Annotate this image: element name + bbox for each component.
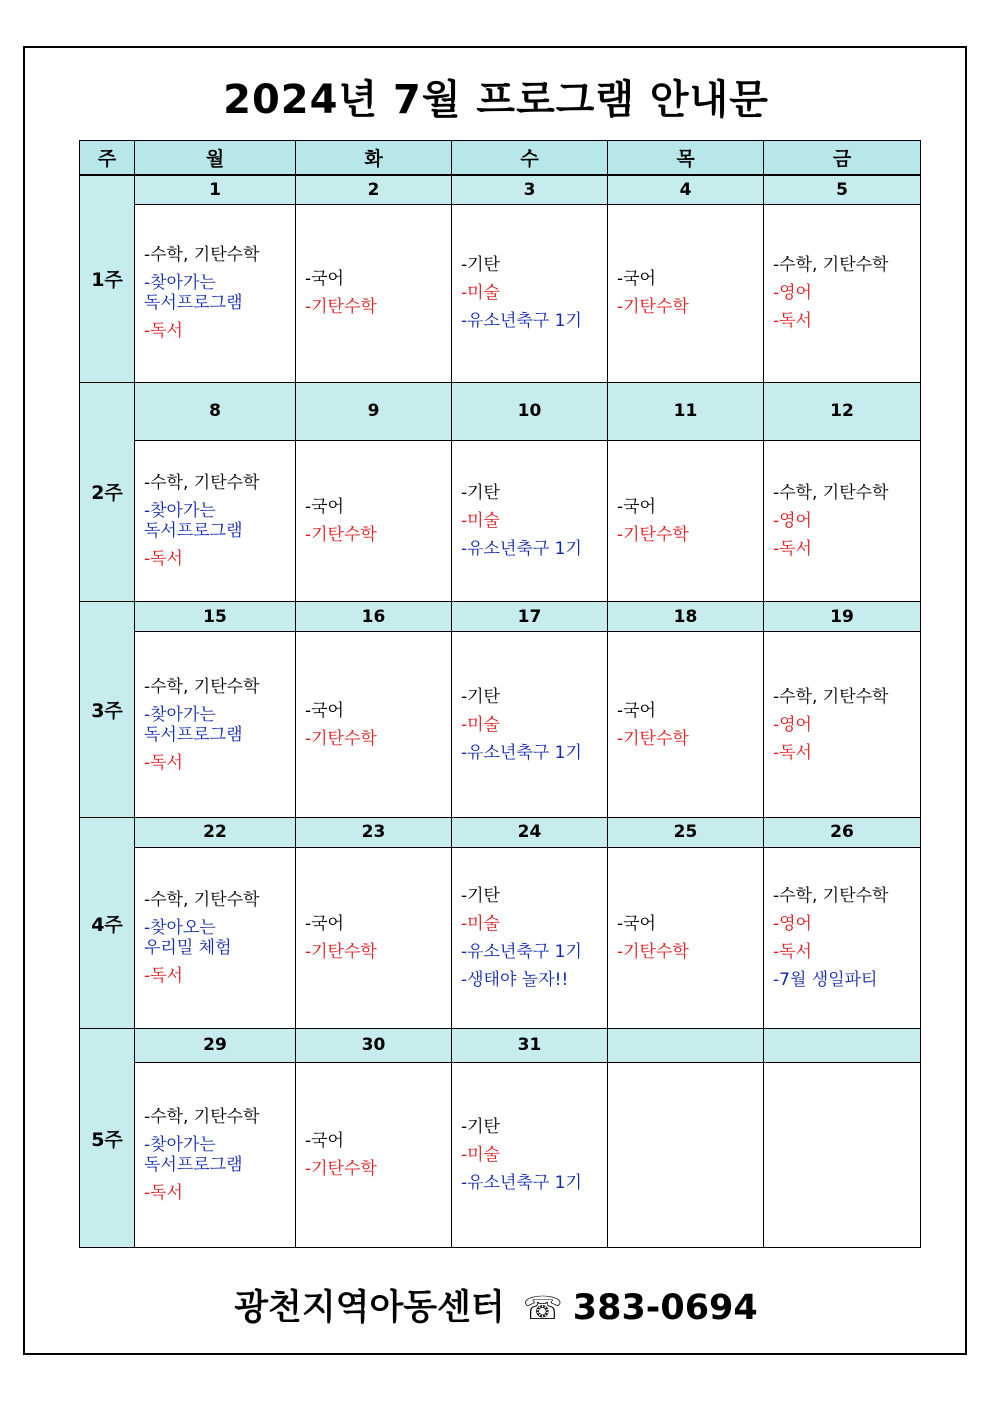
page-title: 2024년 7월 프로그램 안내문	[223, 77, 769, 123]
program-item: -수학, 기탄수학	[144, 890, 260, 911]
program-item: -수학, 기탄수학	[144, 245, 260, 266]
program-item: -영어	[773, 914, 812, 935]
program-row	[80, 632, 921, 817]
program-item: -수학, 기탄수학	[144, 473, 260, 494]
phone-number: 383-0694	[572, 1288, 758, 1328]
date-number: 16	[296, 602, 452, 632]
day-cell	[608, 632, 764, 817]
program-item: -수학, 기탄수학	[773, 483, 889, 504]
program-item: -수학, 기탄수학	[773, 886, 889, 907]
program-item: -수학, 기탄수학	[144, 1106, 260, 1127]
date-number: 29	[135, 1029, 296, 1062]
day-cell	[296, 1062, 452, 1247]
program-item: -독서	[144, 1182, 183, 1203]
week-label: 1주	[80, 175, 135, 383]
program-item: -미술	[461, 714, 500, 735]
program-item: -국어	[305, 497, 344, 518]
program-item: -영어	[773, 714, 812, 735]
date-number: 30	[296, 1029, 452, 1062]
program-item: -찾아가는 독서프로그램	[144, 704, 243, 745]
header-wed: 수	[452, 141, 608, 175]
program-row	[80, 205, 921, 382]
date-row	[80, 1029, 921, 1062]
program-item: -기탄수학	[305, 728, 377, 749]
phone-icon: ☏	[522, 1289, 563, 1327]
program-item: -기탄수학	[617, 525, 689, 546]
program-item: -수학, 기탄수학	[144, 676, 260, 697]
day-cell	[296, 440, 452, 601]
date-number: 12	[764, 382, 921, 440]
day-cell	[135, 847, 296, 1028]
day-cell	[452, 1062, 608, 1247]
program-item: -미술	[461, 1144, 500, 1165]
program-item: -국어	[617, 269, 656, 290]
date-row	[80, 602, 921, 632]
program-item: -유소년축구 1기	[461, 742, 582, 763]
date-number	[764, 1029, 921, 1062]
date-number: 3	[452, 175, 608, 205]
date-number: 11	[608, 382, 764, 440]
day-cell	[608, 847, 764, 1028]
program-item: -생태야 놀자!!	[461, 970, 569, 991]
day-cell	[608, 440, 764, 601]
program-item: -찾아오는 우리밀 체험	[144, 918, 232, 959]
program-item: -국어	[617, 914, 656, 935]
day-cell	[135, 205, 296, 382]
program-item: -국어	[305, 1130, 344, 1151]
week-label: 4주	[80, 817, 135, 1029]
program-item: -기탄	[461, 886, 500, 907]
program-item: -국어	[617, 700, 656, 721]
date-number: 17	[452, 602, 608, 632]
program-item: -국어	[305, 700, 344, 721]
program-row	[80, 1062, 921, 1247]
program-item: -기탄수학	[305, 525, 377, 546]
week-label: 3주	[80, 602, 135, 818]
date-number: 10	[452, 382, 608, 440]
date-number: 1	[135, 175, 296, 205]
day-cell	[452, 632, 608, 817]
date-number	[608, 1029, 764, 1062]
program-item: -독서	[144, 321, 183, 342]
day-cell	[452, 440, 608, 601]
program-item: -국어	[305, 269, 344, 290]
footer	[0, 1280, 992, 1330]
day-cell	[135, 440, 296, 601]
day-cell	[296, 632, 452, 817]
program-item: -수학, 기탄수학	[773, 255, 889, 276]
date-row	[80, 382, 921, 440]
day-cell	[608, 1062, 764, 1247]
program-item: -기탄	[461, 255, 500, 276]
program-item: -기탄	[461, 1116, 500, 1137]
day-cell	[452, 847, 608, 1028]
date-number: 9	[296, 382, 452, 440]
date-number: 15	[135, 602, 296, 632]
week-label: 5주	[80, 1029, 135, 1248]
day-cell	[296, 847, 452, 1028]
program-item: -미술	[461, 914, 500, 935]
program-item: -기탄수학	[617, 942, 689, 963]
day-cell	[764, 1062, 921, 1247]
program-item: -기탄수학	[305, 942, 377, 963]
week-label: 2주	[80, 382, 135, 602]
program-item: -영어	[773, 511, 812, 532]
date-number: 8	[135, 382, 296, 440]
date-number: 5	[764, 175, 921, 205]
header-tue: 화	[296, 141, 452, 175]
date-number: 24	[452, 817, 608, 847]
program-row	[80, 440, 921, 601]
day-cell	[764, 205, 921, 382]
date-number: 23	[296, 817, 452, 847]
header-fri: 금	[764, 141, 921, 175]
date-number: 22	[135, 817, 296, 847]
program-item: -독서	[144, 549, 183, 570]
date-number: 4	[608, 175, 764, 205]
day-cell	[135, 632, 296, 817]
program-item: -유소년축구 1기	[461, 942, 582, 963]
program-item: -찾아가는 독서프로그램	[144, 273, 243, 314]
program-item: -7월 생일파티	[773, 970, 878, 991]
day-cell	[764, 847, 921, 1028]
header-thu: 목	[608, 141, 764, 175]
date-number: 2	[296, 175, 452, 205]
program-item: -기탄수학	[305, 297, 377, 318]
program-item: -기탄수학	[305, 1158, 377, 1179]
program-item: -독서	[773, 942, 812, 963]
day-cell	[764, 440, 921, 601]
program-item: -유소년축구 1기	[461, 311, 582, 332]
date-number: 18	[608, 602, 764, 632]
day-cell	[764, 632, 921, 817]
day-cell	[135, 1062, 296, 1247]
date-number: 26	[764, 817, 921, 847]
program-item: -독서	[144, 966, 183, 987]
program-item: -독서	[773, 539, 812, 560]
program-item: -기탄수학	[617, 728, 689, 749]
program-item: -국어	[617, 497, 656, 518]
date-number: 31	[452, 1029, 608, 1062]
program-item: -기탄	[461, 686, 500, 707]
program-item: -독서	[144, 752, 183, 773]
program-item: -찾아가는 독서프로그램	[144, 501, 243, 542]
program-row	[80, 847, 921, 1028]
date-number: 19	[764, 602, 921, 632]
program-item: -영어	[773, 283, 812, 304]
program-item: -기탄	[461, 483, 500, 504]
program-item: -독서	[773, 742, 812, 763]
header-week: 주	[80, 141, 135, 175]
program-item: -찾아가는 독서프로그램	[144, 1134, 243, 1175]
schedule-table	[79, 140, 921, 1248]
program-item: -미술	[461, 511, 500, 532]
date-number: 25	[608, 817, 764, 847]
program-item: -기탄수학	[617, 297, 689, 318]
header-row	[80, 141, 921, 175]
program-item: -국어	[305, 914, 344, 935]
header-mon: 월	[135, 141, 296, 175]
day-cell	[452, 205, 608, 382]
program-item: -유소년축구 1기	[461, 539, 582, 560]
day-cell	[608, 205, 764, 382]
program-item: -유소년축구 1기	[461, 1172, 582, 1193]
center-name: 광천지역아동센터	[234, 1288, 505, 1328]
date-row	[80, 817, 921, 847]
program-item: -독서	[773, 311, 812, 332]
program-item: -수학, 기탄수학	[773, 686, 889, 707]
day-cell	[296, 205, 452, 382]
date-row	[80, 175, 921, 205]
program-item: -미술	[461, 283, 500, 304]
